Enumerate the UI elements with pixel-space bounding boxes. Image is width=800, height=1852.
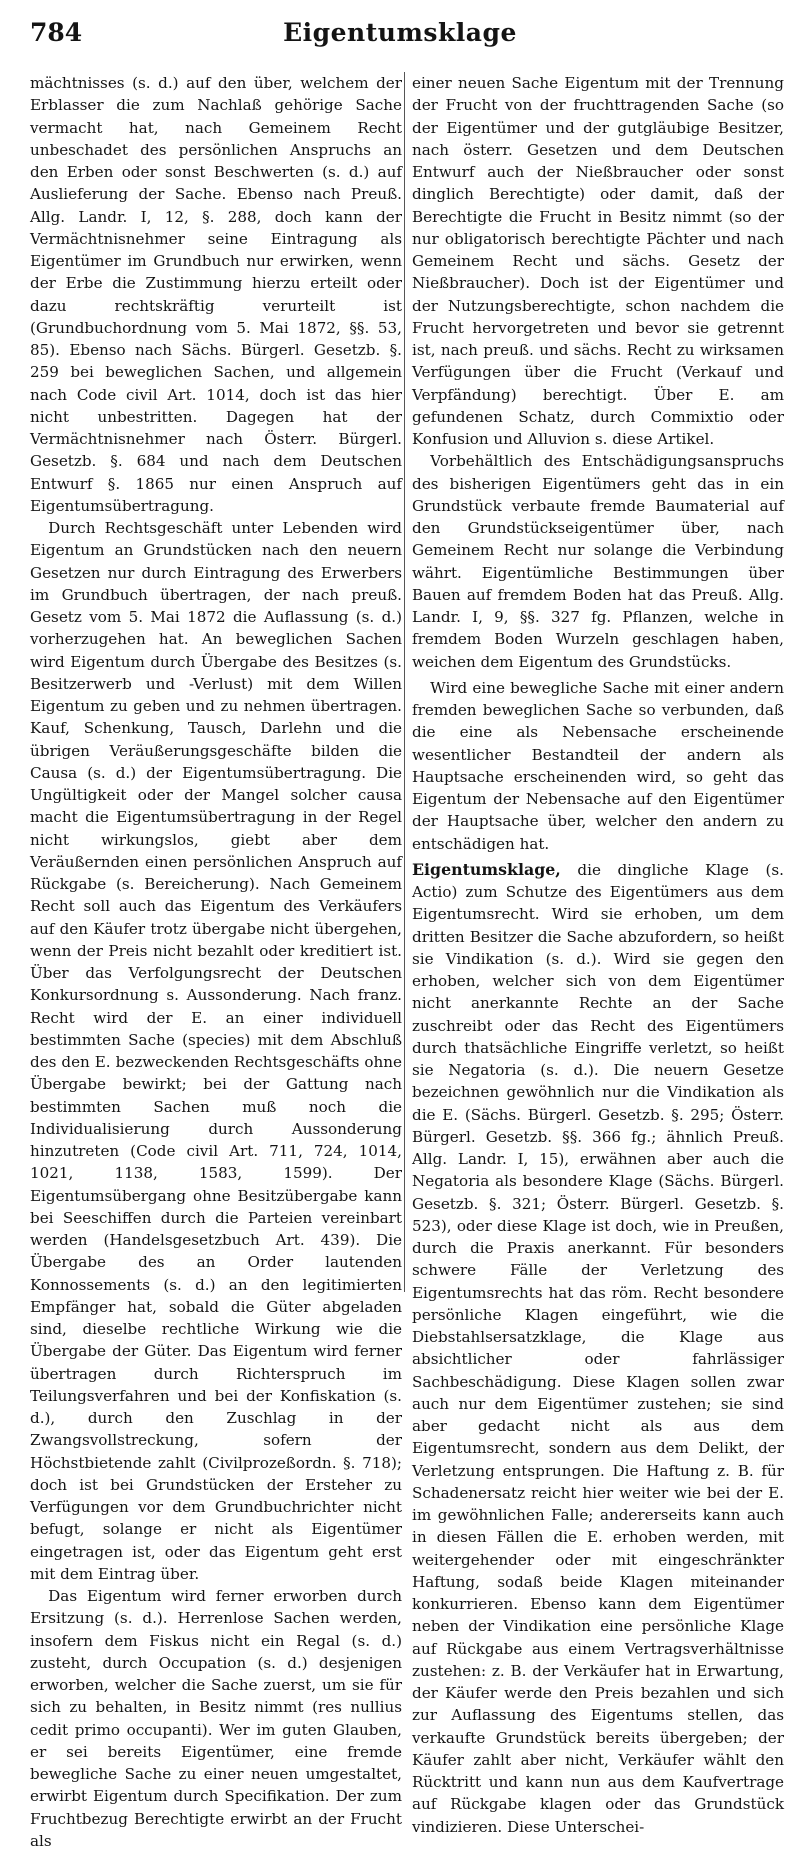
column-divider — [404, 72, 405, 1292]
entry-body: die dingliche Klage (s. Actio) zum Schutze des Eigentümers aus dem Eigentumsrecht. Wird sie erhoben, um dem dritten Besitzer die Sache abzufordern, so heißt sie Vindikation (s. d.). Wird sie gegen den erhoben, welcher sich von dem Eigentümer nicht anerkannte Rechte an der Sache zuschreibt oder das Recht des Eigentümers durch thatsächliche Eingriffe verletzt, so heißt sie Negatoria (s. d.). Die neuern Gesetze bezeichnen gewöhnlich nur die Vindikation als die E. (Sächs. Bürgerl. Gesetzb. §. 295; Österr. Bürgerl. Gesetzb. §§. 366 fg.; ähnlich Preuß. Allg. Landr. I, 15), erwähnen aber auch die Negatoria als besondere Klage (Sächs. Bürgerl. Gesetzb. §. 321; Österr. Bürgerl. Gesetzb. §. 523), oder diese Klage ist doch, wie in Preußen, durch die Praxis anerkannt. Für besonders schwere Fälle der Verletzung des Eigentumsrechts hat das röm. Recht besondere persönliche Klagen eingeführt, wie die Diebstahlsersatzklage, die Klage aus absichtlicher oder fahrlässiger Sachbeschädigung. Diese Klagen sollen zwar auch nur dem Eigentümer zustehen; sie sind aber gedacht nicht als aus dem Eigentumsrecht, sondern aus dem Delikt, der Verletzung entsprungen. Die Haftung z. B. für Schadenersatz reicht hier weiter wie bei der E. im gewöhnlichen Falle; andererseits kann auch in diesen Fällen die E. erhoben werden, mit weitergehender oder mit eingeschränkter Haftung, sodaß beide Klagen miteinander konkurrieren. Ebenso kann dem Eigentümer neben der Vindikation eine persönliche Klage auf Rückgabe aus einem Vertragsverhältnisse zustehen: z. B. der Verkäufer hat in Erwartung, der Käufer werde den Preis bezahlen und sich zur Auflassung des Eigentums stellen, das verkaufte Grundstück bereits übergeben; der Käufer zahlt aber nicht, Verkäufer wählt den Rücktritt und kann nun aus dem Kaufvertrage auf Rückgabe klagen oder das Grundstück vindizieren. Diese Unterschei- — [412, 860, 784, 1836]
paragraph-nebensache: Wird eine bewegliche Sache mit einer andern fremden beweglichen Sache so verbunden, daß die eine als Nebensache erscheinende wesentlicher Bestandteil der andern als Hauptsache erscheinenden wird, so geht das Eigentum der Nebensache auf den Eigentümer der Hauptsache über, welcher den andern zu entschädigen hat. — [412, 678, 784, 853]
paragraph-continuation: mächtnisses (s. d.) auf den über, welchem der Erblasser die zum Nachlaß gehörige Sache vermacht hat, nach Gemeinem Recht unbeschadet des persönlichen Anspruchs an den Erben oder sonst Beschwerten (s. d.) auf Auslieferung der Sache. Ebenso nach Preuß. Allg. Landr. I, 12, §. 288, doch kann der Vermächtnisnehmer seine Eintragung als Eigentümer im Grundbuch nur erwirken, wenn der Erbe die Zustimmung hierzu erteilt oder dazu rechtskräftig verurteilt ist (Grundbuchordnung vom 5. Mai 1872, §§. 53, 85). Ebenso nach Sächs. Bürgerl. Gesetzb. §. 259 bei beweglichen Sachen, und allgemein nach Code civil Art. 1014, doch ist das hier nicht unbestritten. Dagegen hat der Vermächtnisnehmer nach Österr. Bürgerl. Gesetzb. §. 684 und nach dem Deutschen Entwurf §. 1865 nur einen Anspruch auf Eigentumsübertragung. — [30, 74, 402, 515]
left-column — [30, 72, 402, 1850]
right-column — [412, 72, 784, 1836]
paragraph-frucht: einer neuen Sache Eigentum mit der Trennung der Frucht von der fruchttragenden Sache (so der Eigentümer und der gutgläubige Besitzer, nach österr. Gesetzen und dem Deutschen Entwurf auch der Nießbraucher oder sonst dinglich Berechtigte) oder damit, daß der Berechtigte die Frucht in Besitz nimmt (so der nur obligatorisch berechtigte Pächter und nach Gemeinem Recht und sächs. Gesetz der Nießbraucher). Doch ist der Eigentümer und der Nutzungsberechtigte, schon nachdem die Frucht hervorgetreten und bevor sie getrennt ist, nach preuß. und sächs. Recht zu wirksamen Verfügungen über die Frucht (Verkauf und Verpfändung) berechtigt. Über E. am gefundenen Schatz, durch Commixtio oder Konfusion und Alluvion s. diese Artikel. — [412, 74, 784, 448]
entry-headword: Eigentumsklage, — [412, 859, 561, 879]
page-header — [30, 8, 770, 50]
entry-eigentumsklage — [412, 859, 784, 1838]
paragraph-ersitzung: Das Eigentum wird ferner erworben durch Ersitzung (s. d.). Herrenlose Sachen werden, insofern dem Fiskus nicht ein Regal (s. d.) zusteht, durch Occupation (s. d.) desjenigen erworben, welcher die Sache zuerst, um sie für sich zu behalten, in Besitz nimmt (res nullius cedit primo occupanti). Wer im guten Glauben, er sei bereits Eigentümer, eine fremde bewegliche Sache zu einer neuen umgestaltet, erwirbt Eigentum durch Specifikation. Der zum Fruchtbezug Berechtigte erwirbt an der Frucht als — [30, 1587, 402, 1850]
running-head: Eigentumsklage — [283, 18, 517, 47]
page-number: 784 — [30, 18, 83, 47]
paragraph-baumaterial: Vorbehältlich des Entschädigungsanspruchs des bisherigen Eigentümers geht das in ein Grundstück verbaute fremde Baumaterial auf den Grundstückseigentümer über, nach Gemeinem Recht nur solange die Verbindung währt. Eigentümliche Bestimmungen über Bauen auf fremdem Boden hat das Preuß. Allg. Landr. I, 9, §§. 327 fg. Pflanzen, welche in fremdem Boden Wurzeln geschlagen haben, weichen dem Eigentum des Grundstücks. — [412, 452, 784, 671]
paragraph-rechtsgeschaeft: Durch Rechtsgeschäft unter Lebenden wird Eigentum an Grundstücken nach den neuern Gesetzen nur durch Eintragung des Erwerbers im Grundbuch übertragen, der nach preuß. Gesetz vom 5. Mai 1872 die Auflassung (s. d.) vorherzugehen hat. An beweglichen Sachen wird Eigentum durch Übergabe des Besitzes (s. Besitzerwerb und -Verlust) mit dem Willen Eigentum zu geben und zu nehmen übertragen. Kauf, Schenkung, Tausch, Darlehn und die übrigen Veräußerungsgeschäfte bilden die Causa (s. d.) der Eigentumsübertragung. Die Ungültigkeit oder der Mangel solcher causa macht die Eigentumsübertragung in der Regel nicht wirkungslos, giebt aber dem Veräußernden einen persönlichen Anspruch auf Rückgabe (s. Bereicherung). Nach Gemeinem Recht soll auch das Eigentum des Verkäufers auf den Käufer trotz übergabe nicht übergehen, wenn der Preis nicht bezahlt oder kreditiert ist. Über das Verfolgungsrecht der Deutschen Konkursordnung s. Aussonderung. Nach franz. Recht wird der E. an einer individuell bestimmten Sache (species) mit dem Abschluß des den E. bezweckenden Rechtsgeschäfts ohne Übergabe bewirkt; bei der Gattung nach bestimmten Sachen muß noch die Individualisierung durch Aussonderung hinzutreten (Code civil Art. 711, 724, 1014, 1021, 1138, 1583, 1599). Der Eigentumsübergang ohne Besitzübergabe kann bei Seeschiffen durch die Parteien vereinbart werden (Handelsgesetzbuch Art. 439). Die Übergabe des an Order lautenden Konnossements (s. d.) an den legitimierten Empfänger hat, sobald die Güter abgeladen sind, dieselbe rechtliche Wirkung wie die Übergabe der Güter. Das Eigentum wird ferner übertragen durch Richterspruch im Teilungsverfahren und bei der Konfiskation (s. d.), durch den Zuschlag in der Zwangsvollstreckung, sofern der Höchstbietende zahlt (Civilprozeßordn. §. 718); doch ist bei Grundstücken der Ersteher zu Verfügungen vor dem Grundbuchrichter nicht befugt, solange er nicht als Eigentümer eingetragen ist, oder das Eigentum geht erst mit dem Eintrag über. — [30, 519, 402, 1583]
